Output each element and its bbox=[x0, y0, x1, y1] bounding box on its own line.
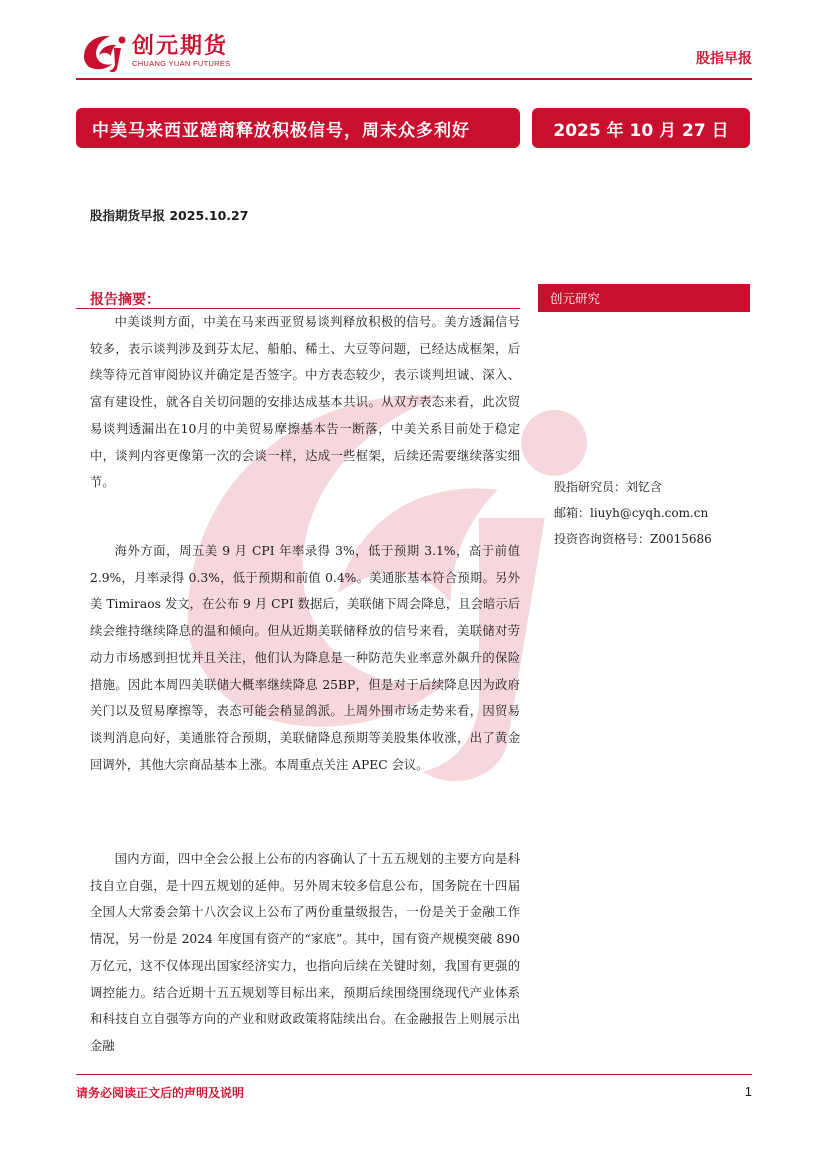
report-date: 2025 年 10 月 27 日 bbox=[553, 120, 729, 141]
analyst-email: 邮箱：liuyh@cyqh.com.cn bbox=[554, 506, 709, 520]
sidebar-research-text: 创元研究 bbox=[550, 291, 601, 306]
document-type: 股指早报 bbox=[696, 51, 752, 67]
company-name-en: CHUANG YUAN FUTURES bbox=[132, 59, 231, 68]
analyst-info bbox=[554, 474, 712, 552]
page-number: 1 bbox=[744, 1084, 752, 1099]
footer-divider bbox=[76, 1074, 752, 1075]
company-logo bbox=[80, 30, 231, 74]
summary-paragraph-trade-talks: 中美谈判方面，中美在马来西亚贸易谈判释放积极的信号。美方透漏信号较多，表示谈判涉及到芬太尼、船舶、稀土、大豆等问题，已经达成框架，后续等待元首审阅协议并确定是否签字。中方表态较少，表示谈判坦诚、深入、富有建设性，就各自关切问题的安排达成基本共识。从双方表态来看，此次贸易谈判透漏出在10月的中美贸易摩擦基本告一断落，中美关系目前处于稳定中，谈判内容更像第一次的会谈一样，达成一些框架，后续还需要继续落实细节。 bbox=[90, 315, 520, 490]
analyst-license: 投资咨询资格号：Z0015686 bbox=[554, 532, 712, 546]
sidebar-research-label bbox=[538, 284, 750, 312]
header-divider bbox=[76, 78, 752, 80]
summary-paragraph-domestic: 国内方面，四中全会公报上公布的内容确认了十五五规划的主要方向是科技自立自强，是十四五规划的延伸。另外周末较多信息公布，国务院在十四届全国人大常委会第十八次会议上公布了两份重量级报告，一份是关于金融工作情况，另一份是 2024 年度国有资产的“家底”。其中，国有资产规模突破 890 万亿元，这不仅体现出国家经济实力，也指向后续在关键时刻，我国有更强的调控能力。结合近期十五五规划等目标出来，预期后续围绕围绕现代产业体系和科技自立自强等方向的产业和财政政策将陆续出台。在金融报告上则展示出金融 bbox=[90, 852, 520, 1053]
summary-paragraph-overseas: 海外方面，周五美 9 月 CPI 年率录得 3%，低于预期 3.1%，高于前值 2.9%，月率录得 0.3%，低于预期和前值 0.4%。美通胀基本符合预期。另外美 Timiraos 发文，在公布 9 月 CPI 数据后，美联储下周会降息，且会暗示后续会维持继续降息的温和倾向。但从近期美联储释放的信号来看，美联储对劳动力市场感到担忧并且关注，他们认为降息是一种防范失业率意外飙升的保险措施。因此本周四美联储大概率继续降息 25BP，但是对于后续降息因为政府关门以及贸易摩擦等，表态可能会稍显鸽派。上周外围市场走势来看，因贸易谈判消息向好，美通胀符合预期，美联储降息预期等美股集体收涨，出了黄金回调外，其他大宗商品基本上涨。本周重点关注 APEC 会议。 bbox=[90, 544, 520, 772]
report-subtitle: 股指期货早报 2025.10.27 bbox=[90, 208, 249, 223]
footer-disclaimer: 请务必阅读正文后的声明及说明 bbox=[76, 1086, 245, 1100]
analyst-name: 股指研究员：刘钇含 bbox=[554, 480, 663, 494]
report-title: 中美马来西亚磋商释放积极信号，周末众多利好 bbox=[92, 120, 470, 141]
company-name-cn: 创元期货 bbox=[132, 34, 229, 59]
summary-heading: 报告摘要： bbox=[90, 292, 160, 308]
report-title-banner bbox=[76, 108, 520, 148]
report-date-banner bbox=[532, 108, 750, 148]
company-logo-icon bbox=[80, 31, 128, 73]
